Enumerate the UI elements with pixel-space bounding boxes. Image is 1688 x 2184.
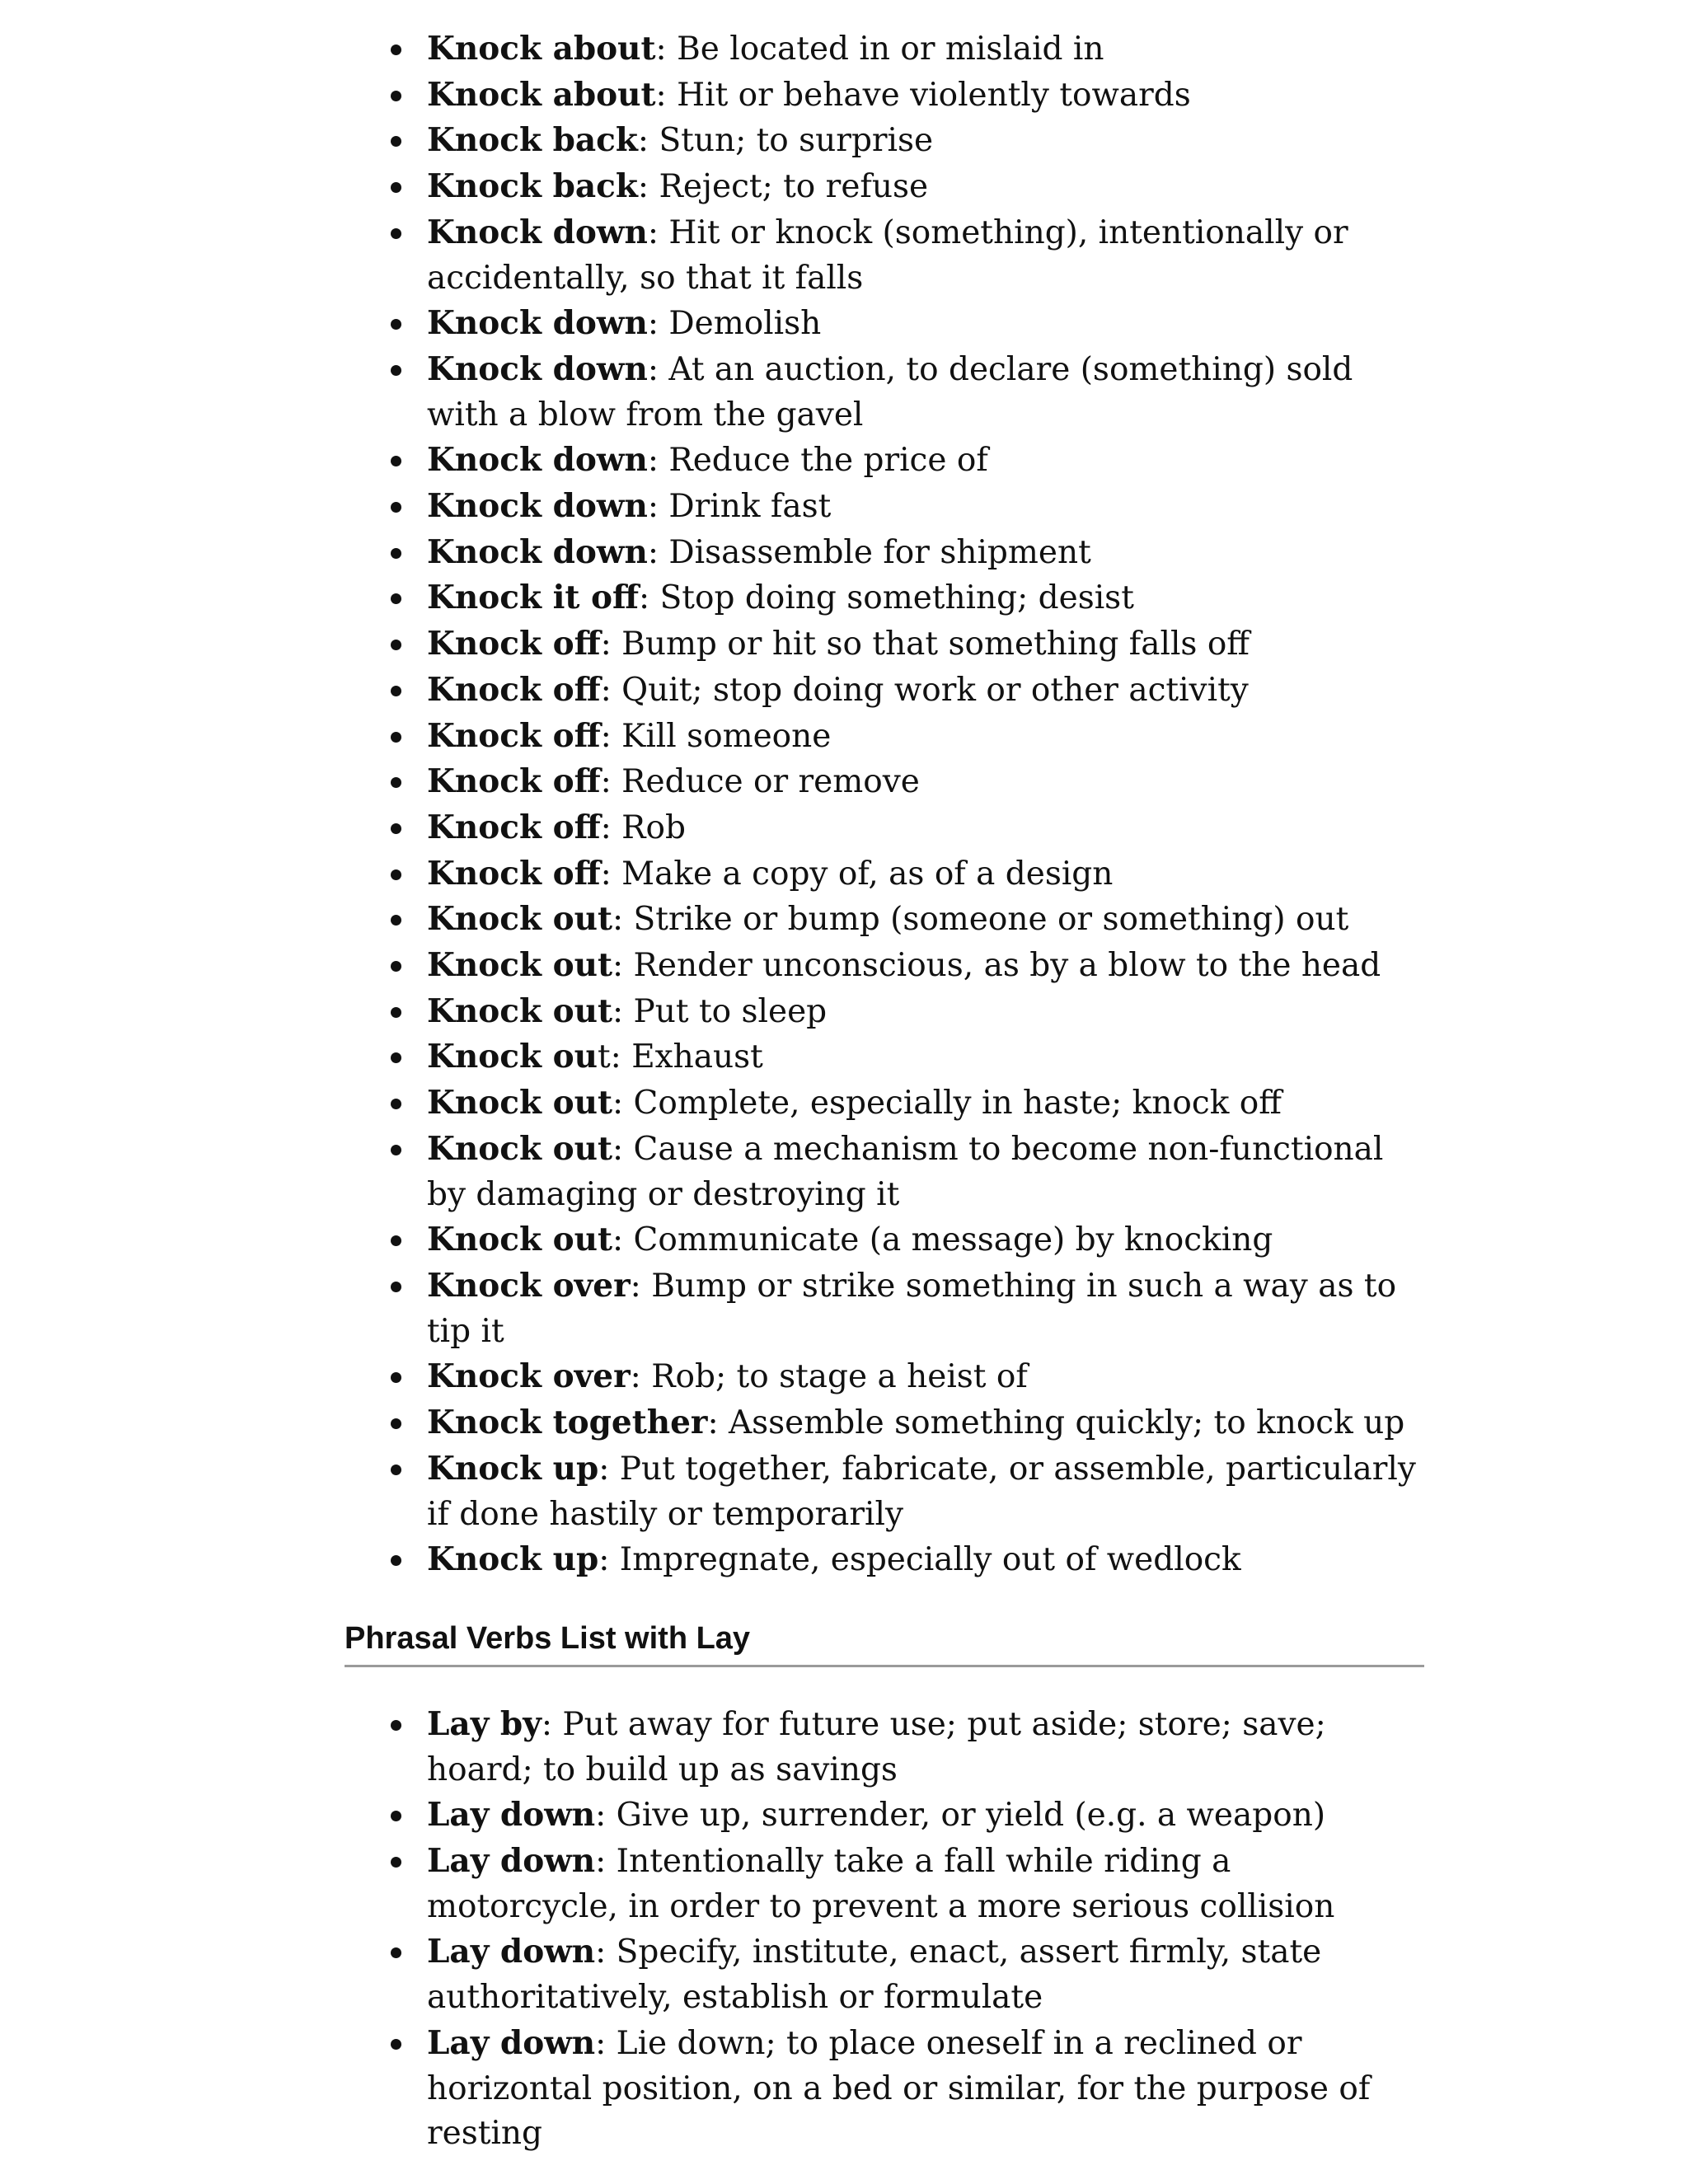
- list-item: [345, 1034, 1424, 1080]
- phrasal-verb-definition: : Strike or bump (someone or something) out: [612, 901, 1349, 939]
- list-item: [345, 210, 1424, 301]
- knock-phrasal-verbs-list: [345, 26, 1424, 1583]
- phrasal-verb-term: Knock down: [427, 441, 648, 480]
- phrasal-verb-term: Knock it off: [427, 579, 640, 617]
- phrasal-verb-definition: : Reduce or remove: [600, 763, 920, 801]
- phrasal-verb-definition: : Lie down; to place oneself in a reclined or horizontal position, on a bed or similar, for the purpose of resting: [427, 2024, 1371, 2153]
- phrasal-verb-definition: : Communicate (a message) by knocking: [612, 1221, 1273, 1259]
- list-item: [345, 805, 1424, 851]
- lay-phrasal-verbs-list: [345, 1702, 1424, 2157]
- phrasal-verb-definition: : Bump or hit so that something falls off: [600, 626, 1250, 663]
- list-item: [345, 438, 1424, 484]
- phrasal-verb-definition: : At an auction, to declare (something) sold with a blow from the gavel: [427, 350, 1353, 434]
- phrasal-verb-term: Knock over: [427, 1266, 631, 1305]
- phrasal-verb-definition: : Put to sleep: [612, 992, 828, 1030]
- list-item: [345, 759, 1424, 805]
- list-item: [345, 530, 1424, 576]
- phrasal-verb-definition: : Put together, fabricate, or assemble, particularly if done hastily or temporarily: [427, 1450, 1416, 1533]
- bullet-icon: [391, 777, 401, 788]
- phrasal-verb-definition: : Reject; to refuse: [637, 168, 929, 206]
- phrasal-verb-definition: : Reduce the price of: [647, 442, 988, 480]
- phrasal-verb-definition: : Assemble something quickly; to knock up: [707, 1404, 1405, 1442]
- bullet-icon: [391, 686, 401, 696]
- list-item: [345, 118, 1424, 164]
- phrasal-verb-definition: : Rob: [600, 808, 686, 846]
- phrasal-verb-term: Knock out: [427, 900, 612, 939]
- phrasal-verb-definition: : Give up, surrender, or yield (e.g. a weapon): [595, 1797, 1326, 1835]
- bullet-icon: [391, 869, 401, 880]
- phrasal-verb-term: Knock back: [427, 121, 638, 160]
- phrasal-verb-definition: : Impregnate, especially out of wedlock: [598, 1541, 1241, 1579]
- bullet-icon: [391, 456, 401, 466]
- phrasal-verb-definition: : Disassemble for shipment: [647, 533, 1091, 571]
- phrasal-verb-definition: : Hit or knock (something), intentionally or accidentally, so that it falls: [427, 213, 1348, 297]
- phrasal-verb-term: Knock ou: [427, 1038, 598, 1076]
- bullet-icon: [391, 1282, 401, 1292]
- bullet-icon: [391, 823, 401, 834]
- phrasal-verb-definition: : Demolish: [647, 305, 822, 343]
- phrasal-verb-definition: : Stun; to surprise: [637, 122, 934, 160]
- bullet-icon: [391, 1857, 401, 1868]
- bullet-icon: [391, 2039, 401, 2050]
- bullet-icon: [391, 91, 401, 101]
- phrasal-verb-definition: : Make a copy of, as of a design: [600, 855, 1114, 893]
- phrasal-verb-term: Knock down: [427, 487, 648, 526]
- phrasal-verb-definition: : Drink fast: [647, 488, 832, 526]
- list-item: [345, 164, 1424, 210]
- list-item: [345, 1702, 1424, 1793]
- bullet-icon: [391, 1052, 401, 1063]
- phrasal-verb-definition: : Quit; stop doing work or other activity: [600, 671, 1249, 709]
- phrasal-verb-definition: : Cause a mechanism to become non-functional by damaging or destroying it: [427, 1130, 1384, 1213]
- bullet-icon: [391, 1947, 401, 1958]
- phrasal-verb-definition: : Put away for future use; put aside; store; save; hoard; to build up as savings: [427, 1705, 1326, 1788]
- phrasal-verb-term: Knock back: [427, 167, 638, 206]
- phrasal-verb-term: Knock about: [427, 30, 656, 68]
- bullet-icon: [391, 548, 401, 559]
- bullet-icon: [391, 1811, 401, 1821]
- phrasal-verb-term: Lay by: [427, 1704, 542, 1743]
- phrasal-verb-term: Knock out: [427, 1129, 612, 1168]
- list-item: [345, 301, 1424, 347]
- phrasal-verb-term: Knock out: [427, 991, 612, 1030]
- list-item: [345, 621, 1424, 668]
- phrasal-verb-definition: : Exhaust: [610, 1038, 763, 1076]
- list-item: [345, 26, 1424, 73]
- list-item: [345, 1263, 1424, 1354]
- phrasal-verb-term: Knock up: [427, 1449, 599, 1488]
- phrasal-verb-term: Knock out: [427, 946, 612, 985]
- phrasal-verb-term: Lay down: [427, 1796, 596, 1835]
- list-item: [345, 1839, 1424, 1929]
- bullet-icon: [391, 1418, 401, 1429]
- bullet-icon: [391, 1372, 401, 1383]
- bullet-icon: [391, 1099, 401, 1109]
- bullet-icon: [391, 961, 401, 972]
- phrasal-verb-term: Lay down: [427, 2023, 596, 2062]
- phrasal-verb-term: Knock down: [427, 304, 648, 343]
- bullet-icon: [391, 319, 401, 330]
- list-item: [345, 2021, 1424, 2157]
- bullet-icon: [391, 1145, 401, 1155]
- bullet-icon: [391, 732, 401, 743]
- bullet-icon: [391, 136, 401, 147]
- list-item: [345, 1537, 1424, 1583]
- bullet-icon: [391, 1235, 401, 1246]
- phrasal-verb-definition: : Bump or strike something in such a way as to tip it: [427, 1267, 1397, 1350]
- list-item: [345, 1793, 1424, 1839]
- phrasal-verb-definition: : Complete, especially in haste; knock off: [612, 1085, 1282, 1122]
- phrasal-verb-term: Knock off: [427, 625, 601, 663]
- phrasal-verb-definition: : Kill someone: [600, 717, 832, 755]
- list-item: [345, 897, 1424, 943]
- bullet-icon: [391, 182, 401, 193]
- list-item: [345, 714, 1424, 760]
- phrasal-verb-term: Knock out: [427, 1084, 612, 1122]
- phrasal-verb-term: Knock over: [427, 1357, 631, 1396]
- phrasal-verb-term: Knock out: [427, 1221, 612, 1259]
- phrasal-verb-definition: : Intentionally take a fall while riding a motorcycle, in order to prevent a more serious collision: [427, 1843, 1335, 1925]
- list-item: [345, 668, 1424, 714]
- bullet-icon: [391, 593, 401, 604]
- bullet-icon: [391, 502, 401, 513]
- list-item: [345, 575, 1424, 621]
- phrasal-verb-term: Knock off: [427, 762, 601, 801]
- phrasal-verb-term: Knock down: [427, 213, 648, 251]
- bullet-icon: [391, 915, 401, 926]
- phrasal-verb-definition: : Stop doing something; desist: [639, 579, 1134, 617]
- list-item: [345, 73, 1424, 119]
- phrasal-verb-term: Knock off: [427, 716, 601, 755]
- phrasal-verb-term: Knock off: [427, 854, 601, 893]
- phrasal-verb-term: Knock off: [427, 670, 601, 709]
- list-item: [345, 1080, 1424, 1127]
- list-item: [345, 1127, 1424, 1217]
- list-item: [345, 943, 1424, 989]
- phrasal-verb-definition: : Be located in or mislaid in: [655, 30, 1104, 68]
- term-tail: t: [597, 1038, 611, 1076]
- list-item: [345, 1400, 1424, 1446]
- phrasal-verb-term: Knock up: [427, 1540, 599, 1579]
- bullet-icon: [391, 228, 401, 239]
- phrasal-verb-term: Lay down: [427, 1933, 596, 1971]
- list-item: [345, 1446, 1424, 1537]
- article-content: [345, 26, 1424, 2157]
- phrasal-verb-term: Knock about: [427, 75, 656, 114]
- list-item: [345, 347, 1424, 438]
- phrasal-verb-definition: : Hit or behave violently towards: [655, 76, 1191, 114]
- phrasal-verb-definition: : Specify, institute, enact, assert firmly, state authoritatively, establish or formulate: [427, 1933, 1322, 2017]
- bullet-icon: [391, 1465, 401, 1475]
- phrasal-verb-term: Knock off: [427, 808, 601, 846]
- list-item: [345, 851, 1424, 898]
- bullet-icon: [391, 1555, 401, 1566]
- bullet-icon: [391, 365, 401, 376]
- bullet-icon: [391, 1007, 401, 1018]
- phrasal-verb-definition: : Rob; to stage a heist of: [630, 1358, 1028, 1396]
- bullet-icon: [391, 1720, 401, 1731]
- bullet-icon: [391, 640, 401, 650]
- list-item: [345, 1929, 1424, 2020]
- bullet-icon: [391, 45, 401, 55]
- list-item: [345, 989, 1424, 1035]
- phrasal-verb-term: Knock down: [427, 349, 648, 388]
- phrasal-verb-term: Knock together: [427, 1404, 708, 1442]
- list-item: [345, 484, 1424, 530]
- list-item: [345, 1217, 1424, 1263]
- phrasal-verb-definition: : Render unconscious, as by a blow to the head: [612, 947, 1381, 985]
- phrasal-verb-term: Lay down: [427, 1842, 596, 1881]
- list-item: [345, 1354, 1424, 1400]
- phrasal-verb-term: Knock down: [427, 532, 648, 571]
- lay-section-heading: Phrasal Verbs List with Lay: [345, 1621, 1424, 1667]
